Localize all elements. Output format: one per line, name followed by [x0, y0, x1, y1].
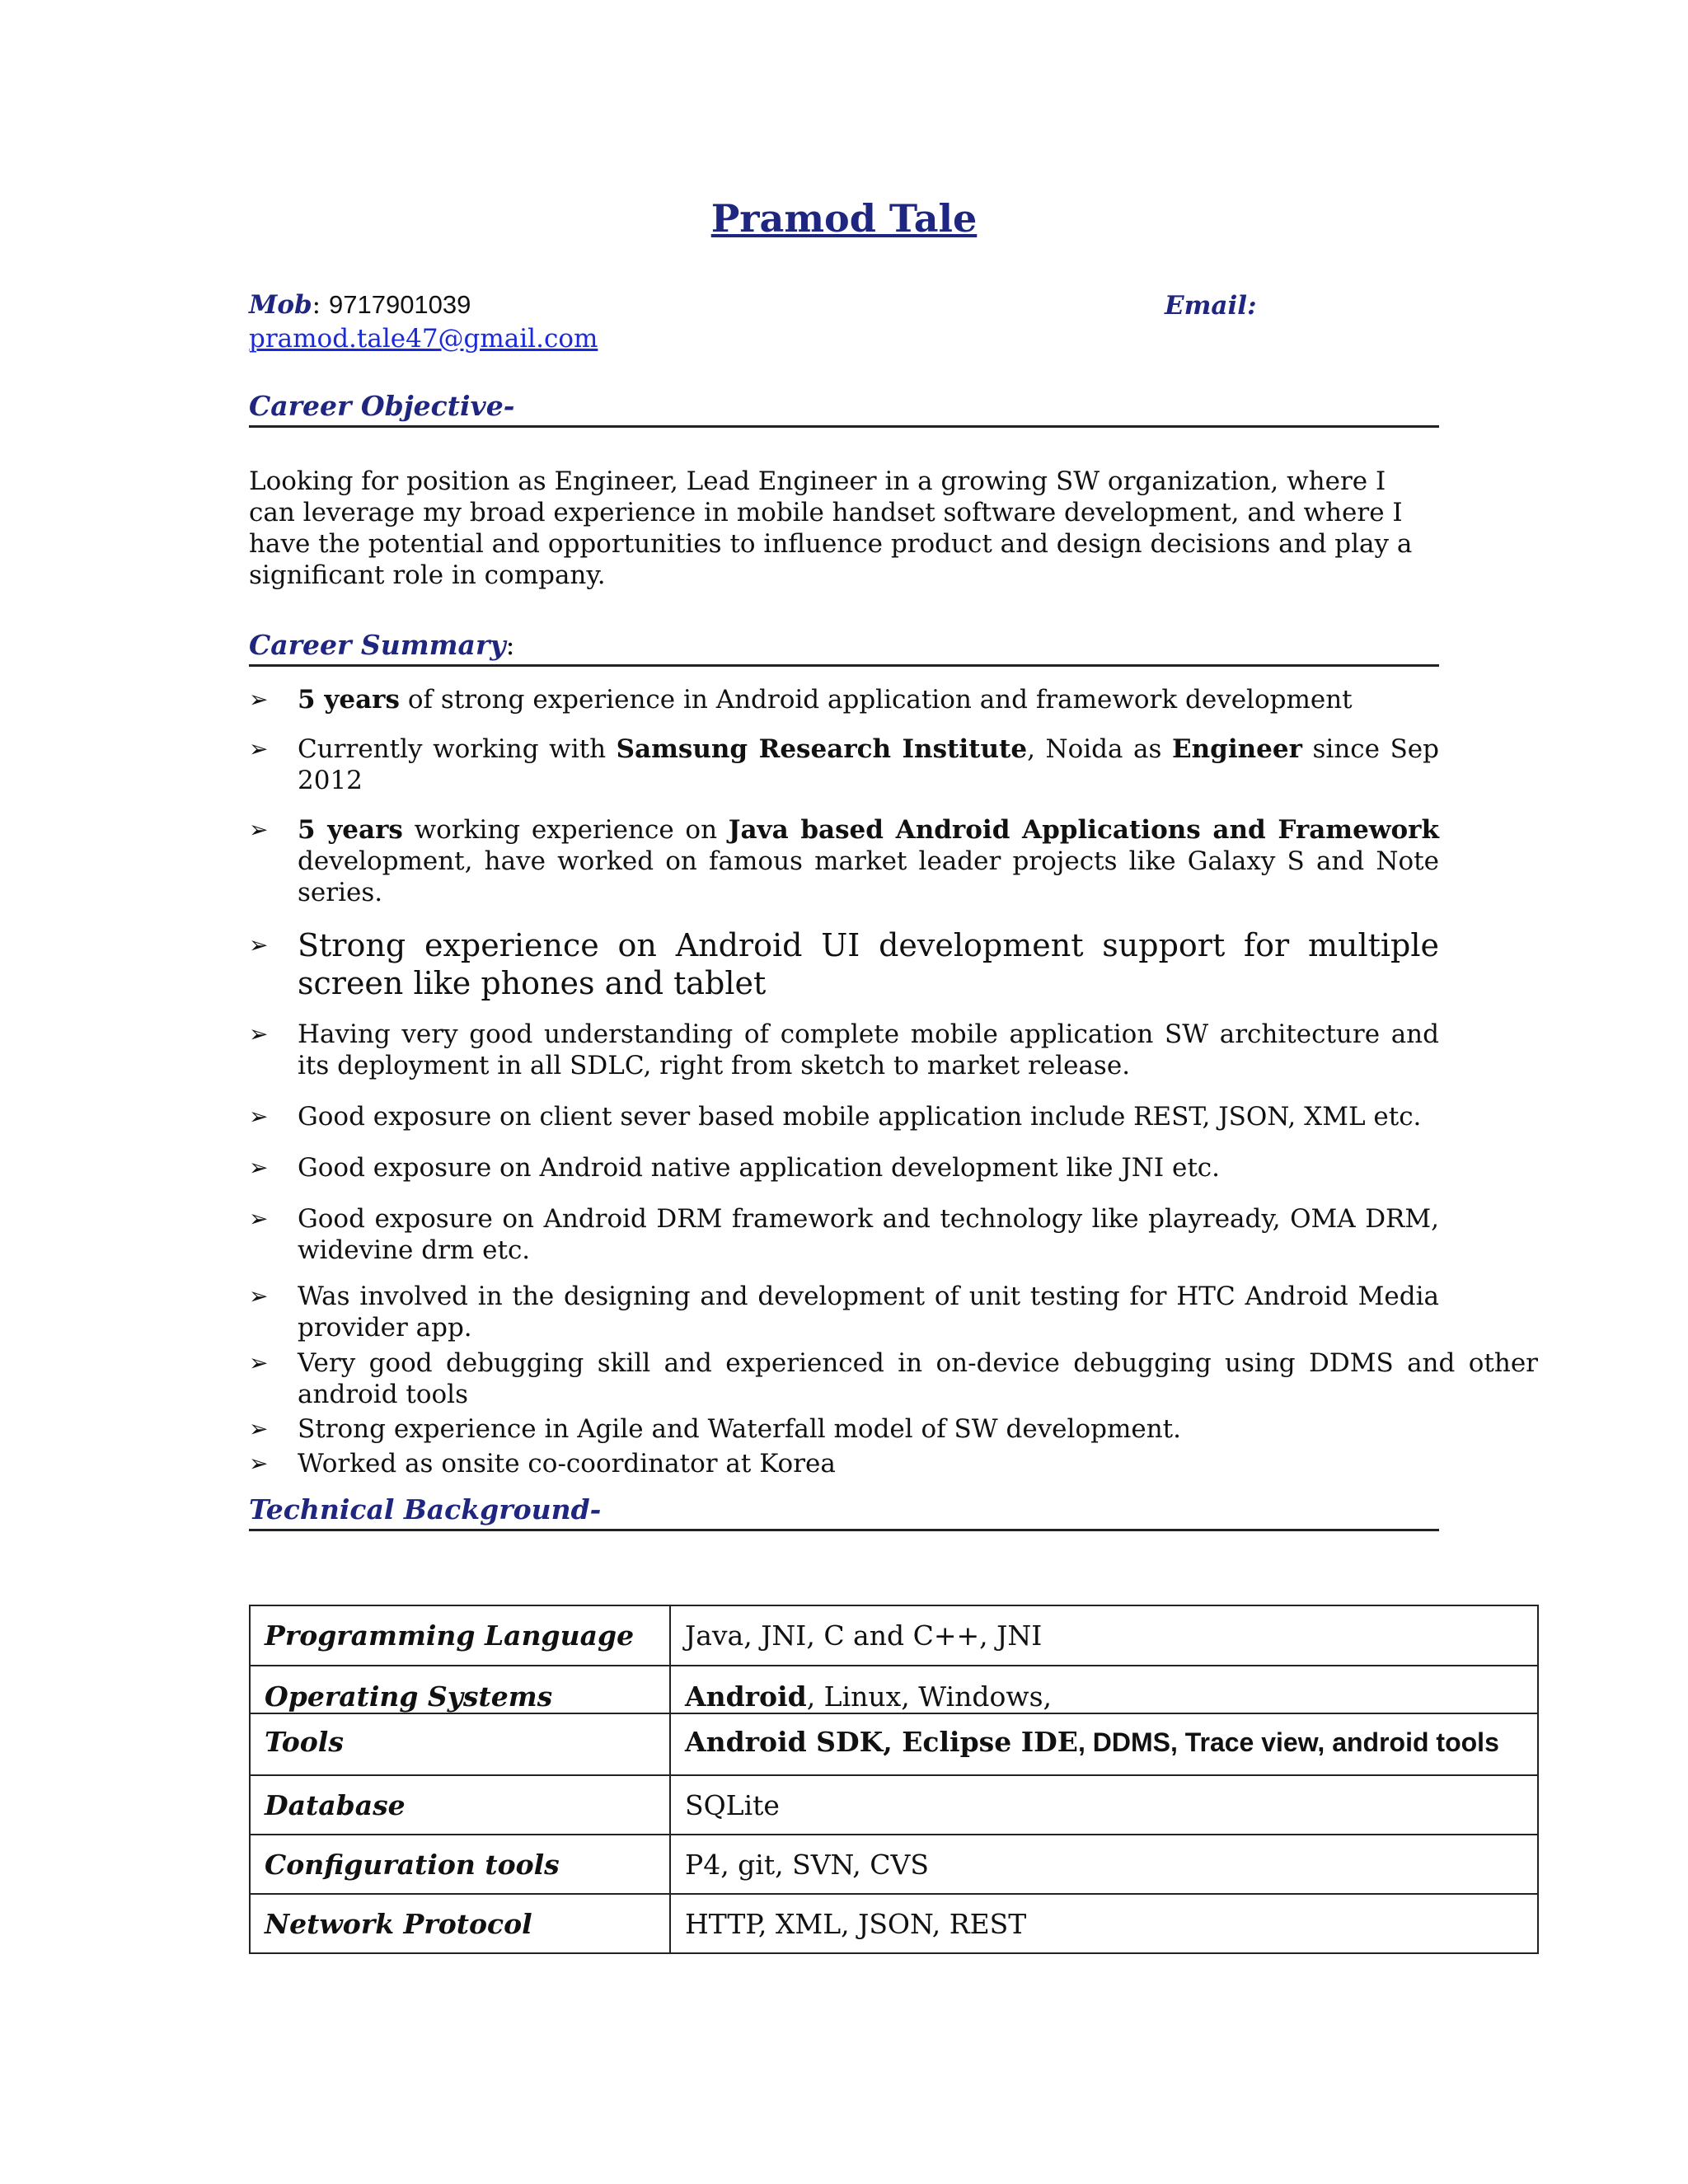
table-value-bold: Android SDK, Eclipse IDE [685, 1726, 1078, 1758]
career-objective-heading [249, 390, 1439, 428]
mobile-separator: : [312, 290, 321, 320]
technical-background-table [249, 1605, 1539, 1954]
summary-bullet: ➢ Having very good understanding of complete mobile application SW architecture and its deployment in all SDLC, right from sketch to market release. [249, 1019, 1439, 1081]
summary-bullet: ➢ Very good debugging skill and experienced in on-device debugging using DDMS and other android tools [249, 1347, 1538, 1410]
table-row [250, 1775, 1538, 1835]
mobile-label: Mob [249, 290, 312, 320]
candidate-name: Pramod Tale [710, 196, 978, 241]
summary-bullet: ➢ Was involved in the designing and development of unit testing for HTC Android Media provider app. [249, 1281, 1439, 1343]
table-row [250, 1605, 1538, 1666]
table-row [250, 1713, 1538, 1775]
email-label: Email: [1165, 291, 1257, 321]
career-summary-heading [249, 629, 1439, 667]
summary-bold: 5 years [298, 685, 400, 715]
career-objective-heading-text: Career Objective- [249, 390, 515, 422]
table-value-bold: Android [685, 1680, 807, 1713]
table-key: Network Protocol [250, 1894, 670, 1953]
summary-text: of strong experience in Android application and framework development [399, 685, 1353, 715]
table-value [670, 1713, 1538, 1775]
summary-text: Currently working with [298, 734, 617, 764]
summary-bullet: ➢ Good exposure on client sever based mobile application include REST, JSON, XML etc. [249, 1101, 1439, 1132]
table-key: Database [250, 1775, 670, 1835]
summary-text: development, have worked on famous market leader projects like Galaxy S and Note series. [298, 846, 1439, 907]
summary-bold: Samsung Research Institute [616, 734, 1028, 764]
table-value: Java, JNI, C and C++, JNI [670, 1605, 1538, 1666]
table-row [250, 1894, 1538, 1953]
table-row [250, 1666, 1538, 1713]
table-value-rest: , Linux, Windows, [806, 1680, 1053, 1713]
summary-text: , Noida as [1027, 734, 1173, 764]
table-value [670, 1666, 1538, 1713]
table-key: Operating Systems [250, 1666, 670, 1713]
table-value-sans: , DDMS, Trace view, android tools [1077, 1727, 1499, 1757]
summary-bold: 5 years [298, 815, 403, 845]
summary-text: working experience on [402, 815, 729, 845]
career-objective-text: Looking for position as Engineer, Lead Engineer in a growing SW organization, where I can leverage my broad experience in mobile handset software development, and where I have the potential and opportunities to influence product and design decisions and play a significant role in company. [249, 466, 1413, 590]
summary-bullet [249, 814, 1439, 908]
career-summary-list [249, 684, 1538, 1479]
summary-bullet: ➢ Good exposure on Android native application development like JNI etc. [249, 1152, 1439, 1183]
mobile-line [249, 290, 471, 320]
table-value: SQLite [670, 1775, 1538, 1835]
email-link[interactable]: pramod.tale47@gmail.com [249, 324, 598, 354]
career-summary-heading-text: Career Summary [249, 629, 506, 661]
summary-text: since Sep 2012 [298, 734, 1439, 795]
summary-bullet [249, 684, 1439, 715]
technical-background-heading-text: Technical Background- [249, 1493, 602, 1526]
table-value: P4, git, SVN, CVS [670, 1835, 1538, 1894]
summary-bullet: ➢ Worked as onsite co-coordinator at Korea [249, 1448, 1439, 1479]
summary-bullet: ➢ Strong experience on Android UI development support for multiple screen like phones and tablet [249, 926, 1439, 1002]
summary-bullet: ➢ Good exposure on Android DRM framework and technology like playready, OMA DRM, widevine drm etc. [249, 1203, 1439, 1266]
table-key: Tools [250, 1713, 670, 1775]
technical-background-heading [249, 1493, 1439, 1531]
table-key: Programming Language [250, 1605, 670, 1666]
career-summary-heading-colon: : [505, 629, 515, 661]
mobile-number: 9717901039 [328, 290, 471, 319]
summary-bullet [249, 733, 1439, 796]
table-row [250, 1835, 1538, 1894]
summary-bold: Java based Android Applications and Framework [728, 815, 1439, 845]
table-key: Configuration tools [250, 1835, 670, 1894]
table-value: HTTP, XML, JSON, REST [670, 1894, 1538, 1953]
summary-bullet: ➢ Strong experience in Agile and Waterfall model of SW development. [249, 1413, 1439, 1445]
summary-bold: Engineer [1172, 734, 1302, 764]
